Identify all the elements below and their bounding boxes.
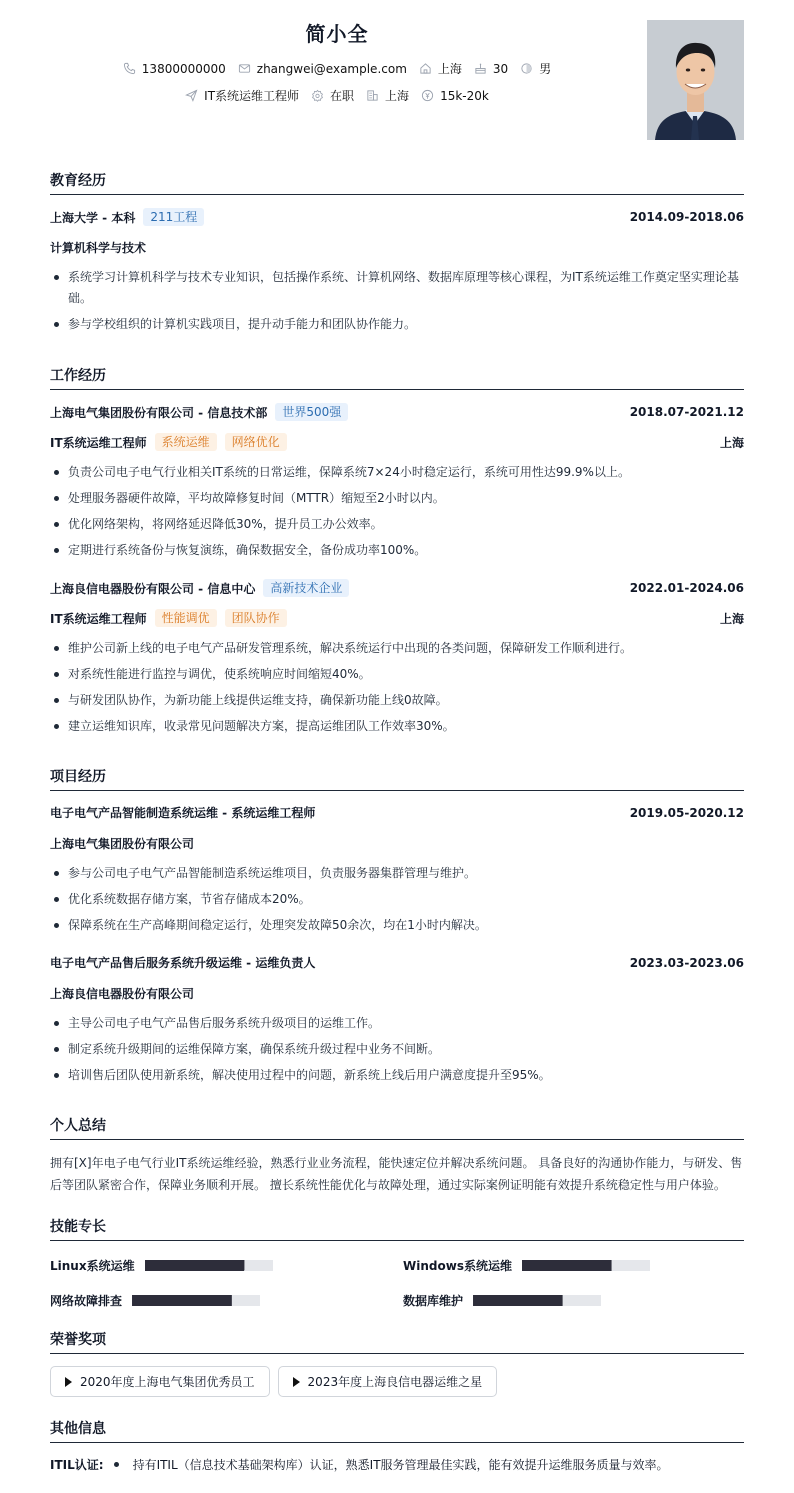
skill-bar xyxy=(473,1295,601,1306)
skill-bar xyxy=(132,1295,260,1306)
work-1-location: 上海 xyxy=(719,435,744,450)
mail-icon xyxy=(238,62,251,75)
list-item: 保障系统在生产高峰期间稳定运行，处理突发故障50余次，均在1小时内解决。 xyxy=(50,915,744,936)
profile-photo xyxy=(647,20,744,140)
list-item: 参与公司电子电气产品智能制造系统运维项目，负责服务器集群管理与维护。 xyxy=(50,863,744,884)
candidate-name: 简小全 xyxy=(305,22,369,46)
school-name: 上海大学 - 本科 xyxy=(50,210,136,225)
work-1-skill-tag: 系统运维 xyxy=(155,433,217,451)
skill-bar xyxy=(522,1260,650,1271)
salary-text: 15k-20k xyxy=(440,88,489,103)
skill-bar xyxy=(145,1260,273,1271)
play-triangle-icon xyxy=(65,1377,72,1387)
target-city-item xyxy=(366,87,409,104)
work-1-header xyxy=(50,403,744,421)
other-info-row xyxy=(50,1456,669,1473)
project-1-bullets xyxy=(50,863,744,936)
job-target-item xyxy=(185,87,299,104)
work-2-bullets xyxy=(50,638,744,737)
work-2-role-row xyxy=(50,609,744,627)
award-item xyxy=(278,1366,498,1397)
project-1-company: 上海电气集团股份有限公司 xyxy=(50,837,195,851)
email-item xyxy=(238,62,407,76)
work-1-company: 上海电气集团股份有限公司 - 信息技术部 xyxy=(50,405,268,420)
play-triangle-icon xyxy=(293,1377,300,1387)
work-1-company-tag: 世界500强 xyxy=(275,403,348,421)
list-item: 负责公司电子电气行业相关IT系统的日常运维，保障系统7×24小时稳定运行，系统可用性达99.9%以上。 xyxy=(50,462,744,483)
project-1-title: 电子电气产品智能制造系统运维 - 系统运维工程师 xyxy=(50,806,316,820)
section-title-summary: 个人总结 xyxy=(50,1115,744,1140)
section-title-awards: 荣誉奖项 xyxy=(50,1329,744,1354)
list-item: 优化网络架构，将网络延迟降低30%，提升员工办公效率。 xyxy=(50,514,744,535)
work-2-skill-tag: 团队协作 xyxy=(225,609,287,627)
skill-bar-fill xyxy=(522,1260,612,1271)
education-period: 2014.09-2018.06 xyxy=(629,210,744,224)
section-title-education: 教育经历 xyxy=(50,170,744,195)
list-item: 建立运维知识库，收录常见问题解决方案，提高运维团队工作效率30%。 xyxy=(50,716,744,737)
status-text: 在职 xyxy=(330,89,355,103)
salary-item xyxy=(421,89,489,103)
project-1-period: 2019.05-2020.12 xyxy=(629,805,744,820)
project-2-header xyxy=(50,954,744,971)
email-text: zhangwei@example.com xyxy=(256,61,407,76)
project-2-bullets xyxy=(50,1013,744,1086)
contact-row xyxy=(0,60,674,77)
award-item xyxy=(50,1366,270,1397)
home-icon xyxy=(419,62,432,75)
list-item: 与研发团队协作，为新功能上线提供运维支持，确保新功能上线0故障。 xyxy=(50,690,744,711)
money-icon xyxy=(421,89,434,102)
skill-bar-fill xyxy=(145,1260,245,1271)
list-item: 优化系统数据存储方案，节省存储成本20%。 xyxy=(50,889,744,910)
job-intent-row xyxy=(0,87,674,104)
work-2-role: IT系统运维工程师 xyxy=(50,611,147,626)
skill-item xyxy=(50,1257,273,1274)
list-item: 系统学习计算机科学与技术专业知识，包括操作系统、计算机网络、数据库原理等核心课程，为IT系统运维工作奠定坚实理论基础。 xyxy=(50,267,744,309)
work-2-skill-tag: 性能调优 xyxy=(155,609,217,627)
phone-item xyxy=(123,62,226,76)
gender-icon xyxy=(520,62,533,75)
job-target-text: IT系统运维工程师 xyxy=(204,89,300,103)
education-header xyxy=(50,208,744,226)
section-title-projects: 项目经历 xyxy=(50,766,744,791)
work-2-location: 上海 xyxy=(719,611,744,626)
gear-icon xyxy=(311,89,324,102)
cake-icon xyxy=(474,62,487,75)
skill-bar-fill xyxy=(132,1295,232,1306)
city-text: 上海 xyxy=(437,62,462,76)
project-2-period: 2023.03-2023.06 xyxy=(629,955,744,970)
list-item: 定期进行系统备份与恢复演练，确保数据安全，备份成功率100%。 xyxy=(50,540,744,561)
work-2-header xyxy=(50,579,744,597)
list-item: 处理服务器硬件故障，平均故障修复时间（MTTR）缩短至2小时以内。 xyxy=(50,488,744,509)
awards-list xyxy=(50,1366,497,1397)
work-2-period: 2022.01-2024.06 xyxy=(629,581,744,595)
section-title-other: 其他信息 xyxy=(50,1418,744,1443)
section-title-work: 工作经历 xyxy=(50,365,744,390)
summary-text: 拥有[X]年电子电气行业IT系统运维经验，熟悉行业业务流程，能快速定位并解决系统问题。 具备良好的沟通协作能力，与研发、售后等团队紧密合作，保障业务顺利开展。 擅长系统性能优化与故障处理，通过实际案例证明能有效提升系统稳定性与用户体验。 xyxy=(50,1156,743,1192)
resume-header xyxy=(0,0,794,150)
skill-bar-fill xyxy=(473,1295,563,1306)
award-text: 2020年度上海电气集团优秀员工 xyxy=(80,1375,255,1389)
award-text: 2023年度上海良信电器运维之星 xyxy=(307,1375,483,1389)
skill-name: Linux系统运维 xyxy=(50,1259,135,1273)
section-title-skills: 技能专长 xyxy=(50,1216,744,1241)
age-text: 30 xyxy=(492,61,509,76)
major-name: 计算机科学与技术 xyxy=(50,241,147,255)
skill-item xyxy=(403,1292,601,1309)
age-item xyxy=(474,62,508,76)
list-item: 维护公司新上线的电子电气产品研发管理系统，解决系统运行中出现的各类问题，保障研发工作顺利进行。 xyxy=(50,638,744,659)
project-2-company: 上海良信电器股份有限公司 xyxy=(50,987,195,1001)
work-2-company: 上海良信电器股份有限公司 - 信息中心 xyxy=(50,581,256,596)
skill-name: Windows系统运维 xyxy=(403,1259,512,1273)
project-1-header xyxy=(50,804,744,821)
list-item: 主导公司电子电气产品售后服务系统升级项目的运维工作。 xyxy=(50,1013,744,1034)
status-item xyxy=(311,87,354,104)
list-item: 培训售后团队使用新系统，解决使用过程中的问题，新系统上线后用户满意度提升至95%。 xyxy=(50,1065,744,1086)
skill-item xyxy=(403,1257,650,1274)
work-1-bullets xyxy=(50,462,744,561)
education-bullets xyxy=(50,267,744,335)
work-1-period: 2018.07-2021.12 xyxy=(629,405,744,419)
work-1-role: IT系统运维工程师 xyxy=(50,435,147,450)
skill-item xyxy=(50,1292,260,1309)
work-1-role-row xyxy=(50,433,744,451)
building-icon xyxy=(366,89,379,102)
other-label: ITIL认证: xyxy=(50,1458,104,1472)
phone-icon xyxy=(123,62,136,75)
skill-name: 数据库维护 xyxy=(403,1294,464,1308)
phone-text: 13800000000 xyxy=(141,61,226,76)
skill-name: 网络故障排查 xyxy=(50,1294,123,1308)
list-item: 制定系统升级期间的运维保障方案，确保系统升级过程中业务不间断。 xyxy=(50,1039,744,1060)
list-item: 对系统性能进行监控与调优，使系统响应时间缩短40%。 xyxy=(50,664,744,685)
other-text: 持有ITIL（信息技术基础架构库）认证，熟悉IT服务管理最佳实践，能有效提升运维服务质量与效率。 xyxy=(132,1458,669,1472)
gender-item xyxy=(520,60,551,77)
city-item xyxy=(419,60,462,77)
bullet-dot xyxy=(114,1462,119,1467)
send-icon xyxy=(185,89,198,102)
target-city-text: 上海 xyxy=(385,89,410,103)
school-tag: 211工程 xyxy=(143,208,204,226)
work-1-skill-tag: 网络优化 xyxy=(225,433,287,451)
gender-text: 男 xyxy=(539,62,552,76)
project-2-title: 电子电气产品售后服务系统升级运维 - 运维负责人 xyxy=(50,956,316,970)
list-item: 参与学校组织的计算机实践项目，提升动手能力和团队协作能力。 xyxy=(50,314,744,335)
work-2-company-tag: 高新技术企业 xyxy=(263,579,349,597)
